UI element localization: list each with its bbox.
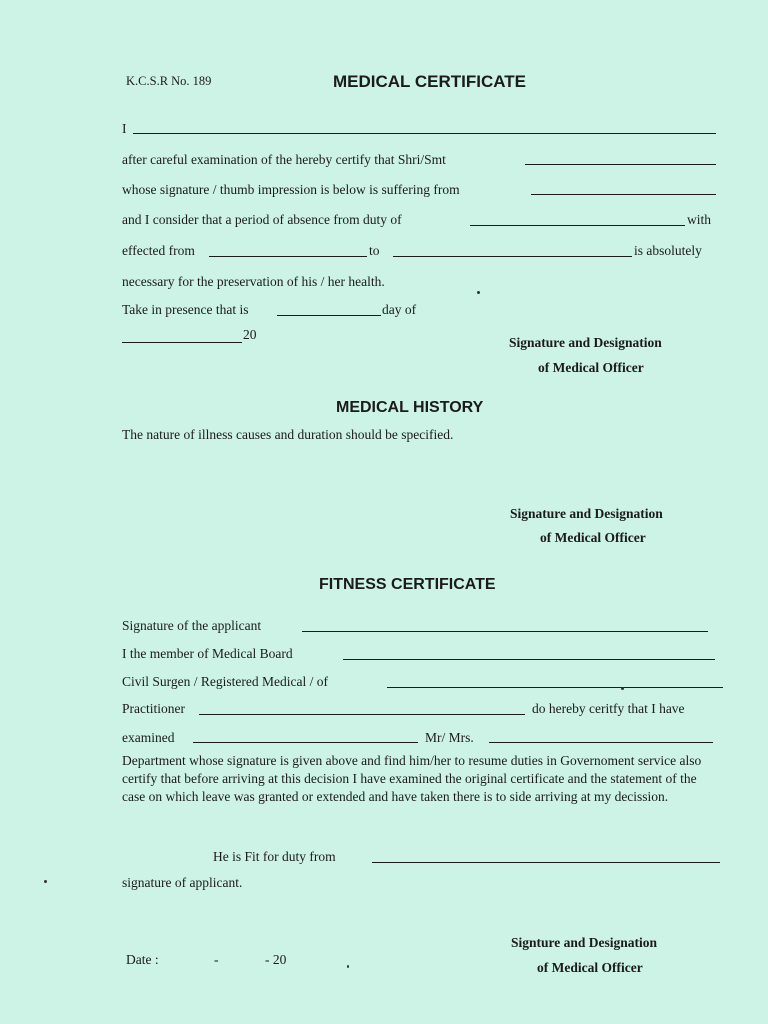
history-signature-label: Signature and Designation [510, 506, 663, 521]
certify-have-text: do hereby ceritfy that I have [532, 701, 685, 716]
fitness-paragraph: Department whose signature is given above and find him/her to resume duties in Governoment service also certify that before arriving at this decision I have examined the original certificate and the statement of the case on which leave was granted or extended and have taken there is to side arriving at my decission. [122, 753, 702, 804]
day-of-text: day of [382, 302, 417, 317]
with-text: with [687, 212, 712, 227]
medical-officer-label: of Medical Officer [538, 360, 644, 375]
practitioner-blank [199, 714, 525, 715]
certify-text: after careful examination of the hereby certify that Shri/Smt [122, 152, 446, 167]
from-date-blank [209, 256, 367, 257]
absolutely-text: is absolutely [634, 243, 702, 258]
scan-speck [347, 965, 349, 968]
date-year: - 20 [265, 952, 287, 967]
to-text: to [369, 243, 380, 258]
month-blank [122, 342, 242, 343]
line-i-prefix: I [122, 121, 127, 136]
signature-designation-label: Signature and Designation [509, 335, 662, 350]
form-number: K.C.S.R No. 189 [126, 74, 212, 88]
fitness-signature-label: Signture and Designation [511, 935, 658, 950]
absence-text: and I consider that a period of absence from duty of [122, 212, 402, 227]
examined-blank [193, 742, 418, 743]
medical-board-label: I the member of Medical Board [122, 646, 293, 661]
scan-speck [477, 291, 480, 294]
mr-mrs-label: Mr/ Mrs. [425, 730, 474, 745]
fitness-certificate-title: FITNESS CERTIFICATE [319, 576, 496, 593]
mr-mrs-blank [489, 742, 713, 743]
illness-blank [531, 194, 716, 195]
suffering-text: whose signature / thumb impression is below is suffering from [122, 182, 460, 197]
year-prefix: 20 [243, 327, 257, 342]
name-blank [133, 133, 716, 134]
effected-from-text: effected from [122, 243, 195, 258]
page-title: MEDICAL CERTIFICATE [333, 72, 526, 91]
civil-surgeon-blank [387, 687, 723, 688]
date-label: Date : [126, 952, 159, 967]
patient-name-blank [525, 164, 716, 165]
to-date-blank [393, 256, 632, 257]
scan-speck [44, 880, 47, 883]
applicant-signature-label: Signature of the applicant [122, 618, 262, 633]
medical-board-blank [343, 659, 715, 660]
examined-label: examined [122, 730, 175, 745]
civil-surgeon-label: Civil Surgen / Registered Medical / of [122, 674, 328, 689]
preservation-text: necessary for the preservation of his / her health. [122, 274, 385, 289]
presence-text: Take in presence that is [122, 302, 249, 317]
applicant-signature-blank [302, 631, 708, 632]
fit-for-duty-label: He is Fit for duty from [213, 849, 336, 864]
date-dash: - [214, 952, 219, 967]
scan-speck [621, 687, 624, 690]
practitioner-label: Practitioner [122, 701, 185, 716]
medical-history-title: MEDICAL HISTORY [336, 399, 484, 416]
fitness-medical-officer-label: of Medical Officer [537, 960, 643, 975]
applicant-signature-text: signature of applicant. [122, 875, 243, 890]
day-blank [277, 315, 381, 316]
fit-for-duty-blank [372, 862, 720, 863]
absence-period-blank [470, 225, 685, 226]
history-medical-officer-label: of Medical Officer [540, 530, 646, 545]
medical-history-text: The nature of illness causes and duration should be specified. [122, 427, 454, 442]
